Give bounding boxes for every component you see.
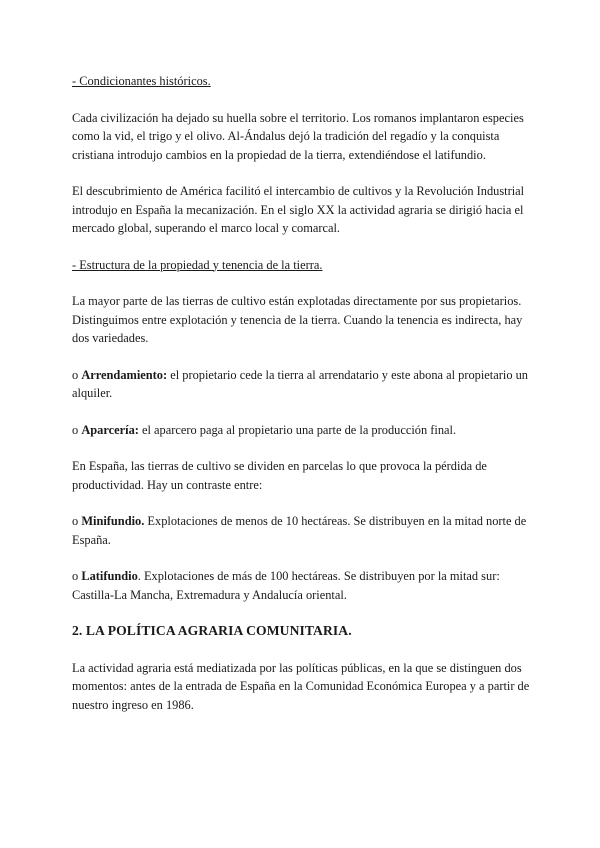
bullet-marker: o (72, 514, 79, 528)
term-aparceria: Aparcería: (81, 422, 139, 437)
definition-aparceria: el aparcero paga al propietario una parte de la producción final. (138, 422, 457, 437)
term-latifundio: Latifundio (81, 569, 138, 583)
definition-arrendamiento: el propietario cede la tierra al arrendatario y este abona al propietario un alquiler. (72, 367, 528, 400)
list-item-minifundio (72, 512, 532, 549)
paragraph-discovery-america: El descubrimiento de América facilitó el intercambio de cultivos y la Revolución Industrial introdujo en España la mecanización. En el siglo XX la actividad agraria se dirigió hacia el mercado global, superando el marco local y comarcal. (72, 184, 525, 235)
section-title-pac: 2. LA POLÍTICA AGRARIA COMUNITARIA. (72, 623, 352, 638)
list-item-latifundio (72, 567, 532, 604)
list-item-arrendamiento (72, 366, 532, 403)
bullet-marker: o (72, 422, 79, 437)
subheading-historical-conditions: - Condicionantes históricos. (72, 74, 211, 88)
paragraph-pac-intro: La actividad agraria está mediatizada por las políticas públicas, en la que se distinguen dos momentos: antes de la entrada de España en la Comunidad Económica Europea y a partir de nuestro ingreso en 1986. (72, 660, 530, 712)
bullet-marker: o (72, 367, 79, 382)
subheading-property-structure: - Estructura de la propiedad y tenencia de la tierra. (72, 257, 323, 272)
list-item-aparceria (72, 421, 532, 440)
paragraph-civilizations: Cada civilización ha dejado su huella sobre el territorio. Los romanos implantaron especies como la vid, el trigo y el olivo. Al-Ándalus dejó la tradición del regadío y la conquista cristiana introdujo cambios en la propiedad de la tierra, extendiéndose el latifundio. (72, 110, 524, 162)
term-arrendamiento: Arrendamiento: (81, 367, 168, 382)
term-minifundio: Minifundio. (81, 514, 145, 528)
paragraph-parcels: En España, las tierras de cultivo se dividen en parcelas lo que provoca la pérdida de productividad. Hay un contraste entre: (72, 459, 487, 492)
bullet-marker: o (72, 569, 79, 583)
document-page (72, 72, 532, 732)
paragraph-ownership: La mayor parte de las tierras de cultivo están explotadas directamente por sus propietarios. Distinguimos entre explotación y tenencia de la tierra. Cuando la tenencia es indirecta, hay dos variedades. (72, 294, 523, 345)
definition-minifundio: Explotaciones de menos de 10 hectáreas. Se distribuyen en la mitad norte de España. (72, 514, 527, 547)
definition-latifundio: . Explotaciones de más de 100 hectáreas. Se distribuyen por la mitad sur: Castilla-La Mancha, Extremadura y Andalucía oriental. (72, 569, 500, 602)
